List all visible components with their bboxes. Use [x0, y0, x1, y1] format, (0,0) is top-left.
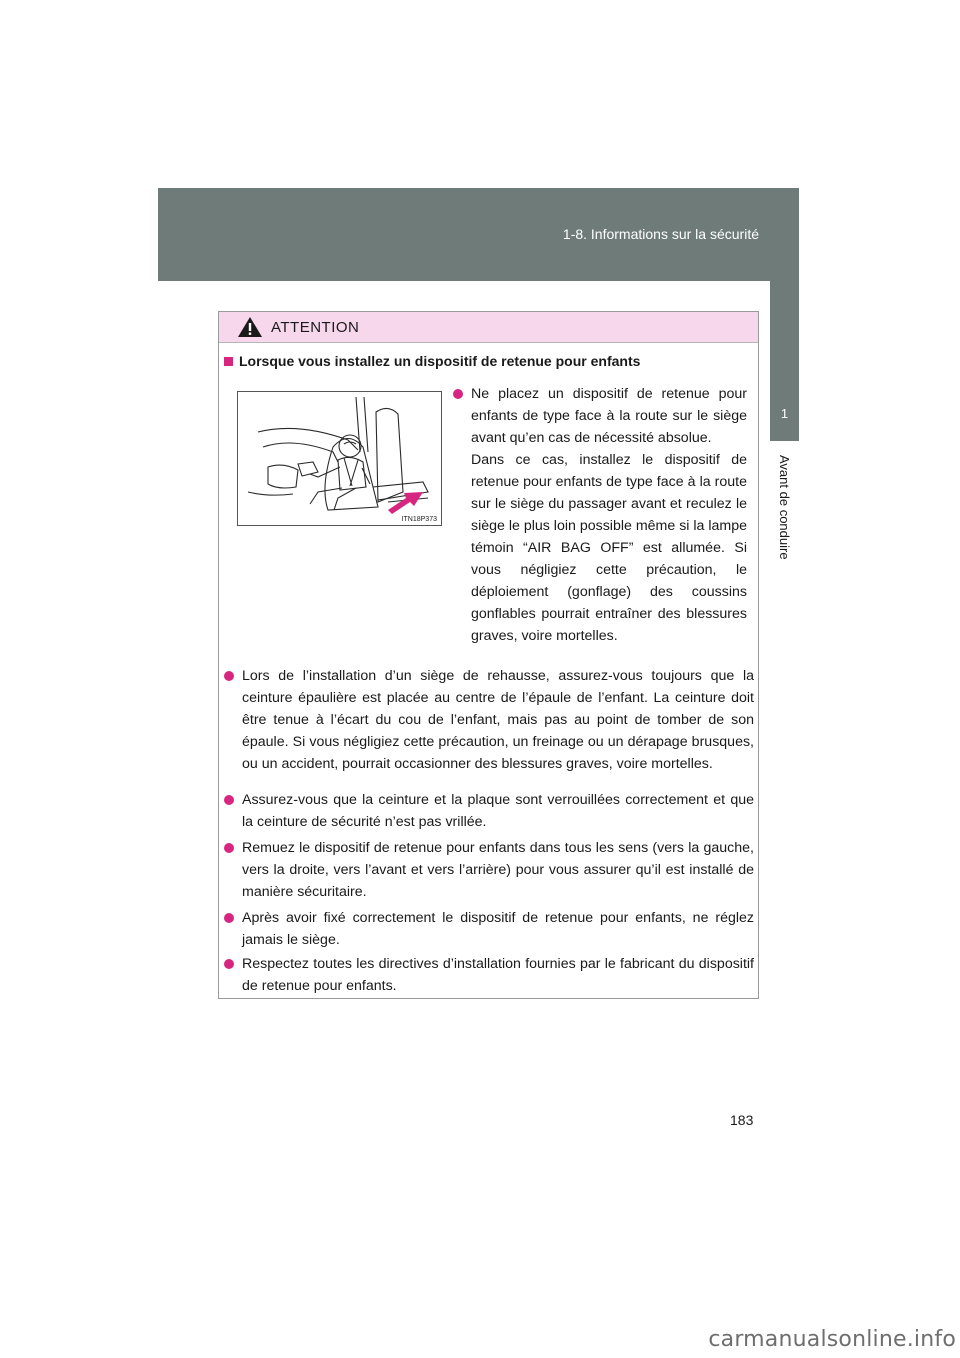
bullet-dot-icon: [224, 913, 234, 923]
bullet-text: Ne placez un dispositif de retenue pour enfants de type face à la route sur le siège avant qu’en cas de nécessité absolue.: [471, 386, 747, 446]
bullet-text: Remuez le dispositif de retenue pour enfants dans tous les sens (vers la gauche, vers la droite, vers l’avant et vers l’arrière) pour vous assurer qu’il est installé de manière sécuritaire.: [242, 840, 754, 900]
bullet-dot-icon: [453, 389, 463, 399]
bullet-dot-icon: [224, 959, 234, 969]
bullet-text: Dans ce cas, installez le dispositif de retenue pour enfants de type face à la route sur le siège du passager avant et reculez le siège le plus loin possible même si la lampe témoin “AIR BAG OFF” est allumée. Si vous négligiez cette précaution, le déploiement (gonflage) des coussins gonflables pourrait entraîner des blessures graves, voire mortelles.: [471, 452, 748, 644]
chapter-tab: [770, 188, 799, 441]
warning-label: ATTENTION: [271, 318, 360, 336]
bullet-dot-icon: [224, 671, 234, 681]
child-seat-illustration: [237, 391, 442, 526]
bullet-text: Lors de l’installation d’un siège de rehausse, assurez-vous toujours que la ceinture épaulière est placée au centre de l’épaule de l’enfant. La ceinture doit être tenue à l’écart du cou de l’enfant, mais pas au point de tomber de son épaule. Si vous négligiez cette précaution, un freinage ou un dérapage brusques, ou un accident, pourrait occasionner des blessures graves, voire mortelles.: [242, 668, 754, 772]
square-bullet-icon: [224, 357, 233, 366]
section-title: 1-8. Informations sur la sécurité: [562, 226, 759, 242]
bullet-item-shake: [224, 837, 754, 903]
warning-box: [218, 311, 759, 999]
bullet-item-directives: [224, 953, 754, 997]
bullet-text: Assurez-vous que la ceinture et la plaque sont verrouillées correctement et que la ceinture de sécurité n’est pas vrillée.: [242, 792, 754, 830]
bullet-dot-icon: [224, 843, 234, 853]
warning-triangle-icon: [237, 316, 263, 338]
header-band: [158, 188, 799, 281]
car-seat-drawing: [238, 392, 441, 525]
bullet-item-front-seat: [453, 383, 747, 647]
bullet-item-no-adjust: [224, 907, 754, 951]
chapter-label: Avant de conduire: [777, 455, 792, 560]
warning-subheading: [224, 353, 640, 369]
page-number: 183: [730, 1112, 754, 1128]
warning-header: [219, 312, 758, 343]
figure-code: ITN18P373: [401, 516, 437, 523]
subheading-text: Lorsque vous installez un dispositif de retenue pour enfants: [239, 353, 641, 369]
bullet-dot-icon: [224, 795, 234, 805]
bullet-text: Respectez toutes les directives d’installation fournies par le fabricant du dispositif de retenue pour enfants.: [242, 956, 754, 994]
bullet-item-latch: [224, 789, 754, 833]
bullet-text: Après avoir fixé correctement le dispositif de retenue pour enfants, ne réglez jamais le siège.: [242, 910, 754, 948]
chapter-number: 1: [780, 406, 789, 421]
watermark: carmanualsonline.info: [708, 1327, 956, 1352]
bullet-item-booster: [224, 665, 754, 775]
